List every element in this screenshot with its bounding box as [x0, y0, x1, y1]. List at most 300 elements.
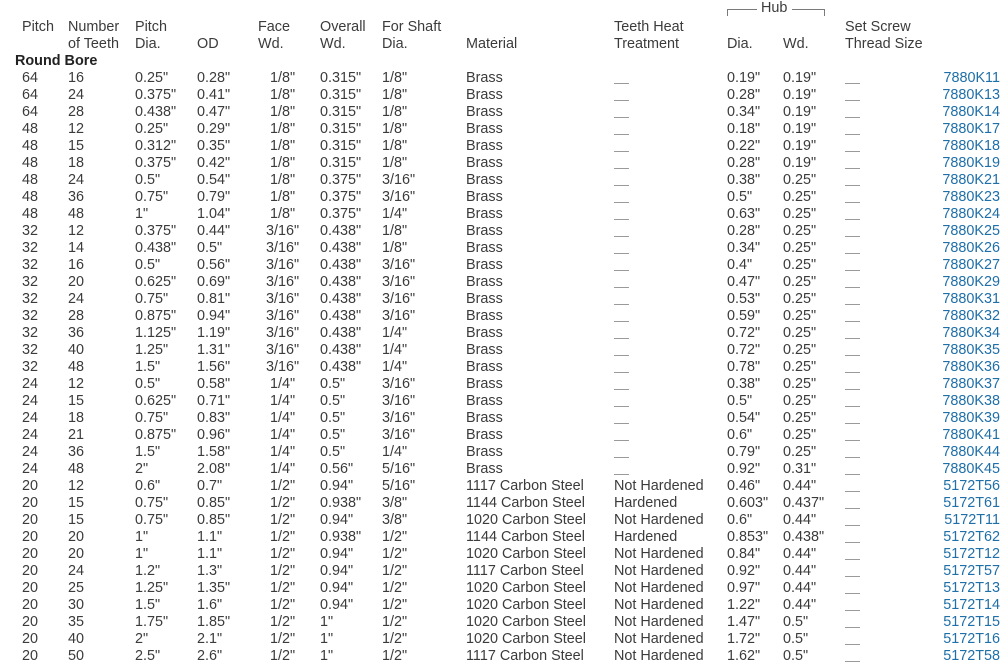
empty-value-dash: [845, 100, 860, 101]
cell-hub-dia: 0.38": [727, 376, 761, 392]
cell-hub-wd: 0.25": [783, 172, 817, 188]
cell-od: 1.3": [197, 563, 223, 579]
cell-teeth: 12: [68, 376, 85, 392]
col-header-overall-wd: Overall Wd.: [320, 19, 366, 52]
cell-pitch-dia: 1.25": [135, 342, 169, 358]
cell-teeth: 35: [68, 614, 85, 630]
cell-od: 2.6": [197, 648, 223, 664]
cell-shaft-dia: 3/16": [382, 376, 416, 392]
cell-hub-wd: 0.19": [783, 138, 817, 154]
part-number-link[interactable]: 5172T62: [943, 529, 1000, 545]
cell-overall-wd: 0.315": [320, 87, 362, 103]
cell-material: 1144 Carbon Steel: [466, 529, 585, 545]
cell-pitch-dia: 0.625": [135, 274, 177, 290]
cell-od: 1.04": [197, 206, 231, 222]
cell-hub-dia: 1.22": [727, 597, 761, 613]
cell-face-wd: 1/8": [269, 121, 296, 137]
cell-face-wd: 1/4": [269, 444, 296, 460]
cell-material: 1144 Carbon Steel: [466, 495, 585, 511]
cell-face-wd: 1/2": [269, 546, 296, 562]
cell-overall-wd: 0.315": [320, 70, 362, 86]
part-number-link[interactable]: 7880K23: [942, 189, 1000, 205]
part-number-link[interactable]: 7880K25: [942, 223, 1000, 239]
cell-face-wd: 3/16": [265, 359, 300, 375]
table-row: [0, 291, 1006, 308]
cell-material: Brass: [466, 393, 503, 409]
part-number-link[interactable]: 5172T11: [944, 512, 1000, 528]
cell-pitch: 32: [22, 257, 39, 273]
col-header-pitch: Pitch: [22, 19, 54, 35]
cell-overall-wd: 0.375": [320, 189, 362, 205]
cell-pitch: 64: [22, 87, 39, 103]
cell-hub-wd: 0.25": [783, 206, 817, 222]
cell-od: 0.5": [197, 240, 223, 256]
cell-heat-treatment: Hardened: [614, 529, 678, 545]
cell-overall-wd: 1": [320, 648, 334, 664]
cell-hub-dia: 1.72": [727, 631, 761, 647]
hub-bracket-right-tick: [824, 9, 825, 16]
cell-face-wd: 1/2": [269, 495, 296, 511]
cell-hub-dia: 0.79": [727, 444, 761, 460]
cell-overall-wd: 0.375": [320, 172, 362, 188]
cell-hub-dia: 0.5": [727, 189, 753, 205]
cell-shaft-dia: 1/8": [382, 121, 408, 137]
cell-heat-treatment: Not Hardened: [614, 546, 704, 562]
table-row: [0, 597, 1006, 614]
table-row: [0, 461, 1006, 478]
cell-shaft-dia: 1/8": [382, 240, 408, 256]
cell-overall-wd: 0.315": [320, 155, 362, 171]
part-number-link[interactable]: 7880K44: [942, 444, 1000, 460]
col-header-pitch-dia: Pitch Dia.: [135, 19, 167, 52]
part-number-link[interactable]: 7880K19: [942, 155, 1000, 171]
cell-pitch-dia: 0.5": [135, 257, 161, 273]
col-header-shaft-dia: For Shaft Dia.: [382, 19, 442, 52]
col-header-heat-treatment: Teeth Heat Treatment: [614, 19, 684, 52]
cell-pitch: 20: [22, 546, 39, 562]
part-number-link[interactable]: 5172T16: [943, 631, 1000, 647]
cell-teeth: 20: [68, 529, 85, 545]
cell-material: Brass: [466, 461, 503, 477]
cell-hub-dia: 1.62": [727, 648, 761, 664]
cell-od: 0.56": [197, 257, 231, 273]
col-header-hub-dia: Dia.: [727, 36, 753, 52]
cell-heat-treatment: Not Hardened: [614, 563, 704, 579]
cell-shaft-dia: 1/4": [382, 342, 408, 358]
empty-value-dash: [614, 355, 629, 356]
cell-pitch-dia: 1.5": [135, 444, 161, 460]
part-number-link[interactable]: 5172T15: [943, 614, 1000, 630]
cell-od: 0.71": [197, 393, 231, 409]
table-row: [0, 274, 1006, 291]
cell-material: Brass: [466, 291, 503, 307]
cell-hub-dia: 1.47": [727, 614, 761, 630]
cell-face-wd: 3/16": [265, 223, 300, 239]
empty-value-dash: [614, 253, 629, 254]
part-number-link[interactable]: 7880K45: [942, 461, 1000, 477]
cell-teeth: 15: [68, 495, 85, 511]
cell-shaft-dia: 1/2": [382, 580, 408, 596]
cell-shaft-dia: 3/16": [382, 274, 416, 290]
cell-teeth: 40: [68, 631, 85, 647]
cell-overall-wd: 0.375": [320, 206, 362, 222]
cell-overall-wd: 0.5": [320, 444, 346, 460]
cell-overall-wd: 0.438": [320, 359, 362, 375]
empty-value-dash: [845, 83, 860, 84]
cell-hub-dia: 0.22": [727, 138, 761, 154]
part-number-link[interactable]: 7880K26: [942, 240, 1000, 256]
cell-od: 1.1": [197, 546, 223, 562]
part-number-link[interactable]: 7880K24: [942, 206, 1000, 222]
cell-od: 0.35": [197, 138, 231, 154]
empty-value-dash: [845, 423, 860, 424]
cell-pitch: 48: [22, 121, 39, 137]
cell-hub-dia: 0.34": [727, 104, 761, 120]
cell-heat-treatment: Not Hardened: [614, 512, 704, 528]
empty-value-dash: [845, 219, 860, 220]
cell-shaft-dia: 3/8": [382, 495, 408, 511]
cell-material: Brass: [466, 70, 503, 86]
cell-teeth: 15: [68, 512, 85, 528]
cell-shaft-dia: 1/8": [382, 70, 408, 86]
cell-face-wd: 1/2": [269, 529, 296, 545]
cell-overall-wd: 1": [320, 631, 334, 647]
cell-overall-wd: 0.438": [320, 274, 362, 290]
cell-material: Brass: [466, 189, 503, 205]
empty-value-dash: [614, 100, 629, 101]
cell-od: 1.85": [197, 614, 231, 630]
cell-material: 1117 Carbon Steel: [466, 478, 584, 494]
table-row: [0, 121, 1006, 138]
cell-teeth: 36: [68, 444, 85, 460]
table-row: [0, 478, 1006, 495]
cell-material: 1117 Carbon Steel: [466, 563, 584, 579]
cell-overall-wd: 0.938": [320, 529, 362, 545]
cell-pitch-dia: 2.5": [135, 648, 161, 664]
part-number-link[interactable]: 7880K36: [942, 359, 1000, 375]
cell-hub-wd: 0.25": [783, 189, 817, 205]
cell-shaft-dia: 1/8": [382, 223, 408, 239]
cell-pitch-dia: 1.5": [135, 597, 161, 613]
empty-value-dash: [845, 117, 860, 118]
cell-od: 0.44": [197, 223, 231, 239]
cell-face-wd: 1/8": [269, 70, 296, 86]
part-number-link[interactable]: 5172T56: [943, 478, 1000, 494]
cell-hub-dia: 0.84": [727, 546, 761, 562]
cell-hub-wd: 0.25": [783, 257, 817, 273]
cell-teeth: 20: [68, 274, 85, 290]
part-number-link[interactable]: 7880K31: [942, 291, 1000, 307]
cell-od: 0.7": [197, 478, 223, 494]
cell-pitch-dia: 0.875": [135, 427, 177, 443]
cell-pitch-dia: 1.5": [135, 359, 161, 375]
cell-shaft-dia: 1/2": [382, 648, 408, 664]
empty-value-dash: [614, 304, 629, 305]
empty-value-dash: [845, 525, 860, 526]
empty-value-dash: [845, 559, 860, 560]
cell-od: 0.96": [197, 427, 231, 443]
cell-shaft-dia: 1/4": [382, 325, 408, 341]
cell-material: Brass: [466, 87, 503, 103]
cell-pitch: 32: [22, 359, 39, 375]
cell-pitch-dia: 0.438": [135, 240, 177, 256]
cell-teeth: 24: [68, 563, 85, 579]
cell-od: 0.79": [197, 189, 231, 205]
cell-face-wd: 1/2": [269, 648, 296, 664]
part-number-link[interactable]: 7880K14: [942, 104, 1000, 120]
cell-teeth: 50: [68, 648, 85, 664]
cell-material: 1117 Carbon Steel: [466, 648, 584, 664]
empty-value-dash: [614, 151, 629, 152]
cell-hub-dia: 0.18": [727, 121, 761, 137]
cell-material: Brass: [466, 240, 503, 256]
cell-face-wd: 1/8": [269, 155, 296, 171]
cell-material: Brass: [466, 342, 503, 358]
cell-hub-wd: 0.25": [783, 223, 817, 239]
cell-od: 1.31": [197, 342, 231, 358]
cell-pitch: 32: [22, 308, 39, 324]
part-number-link[interactable]: 5172T57: [943, 563, 1000, 579]
cell-pitch-dia: 0.75": [135, 189, 169, 205]
cell-teeth: 24: [68, 291, 85, 307]
cell-pitch-dia: 1.2": [135, 563, 161, 579]
cell-overall-wd: 0.438": [320, 257, 362, 273]
cell-teeth: 15: [68, 138, 85, 154]
table-row: [0, 87, 1006, 104]
cell-face-wd: 3/16": [265, 342, 300, 358]
empty-value-dash: [614, 236, 629, 237]
cell-pitch-dia: 0.438": [135, 104, 177, 120]
cell-od: 0.42": [197, 155, 231, 171]
cell-heat-treatment: Not Hardened: [614, 580, 704, 596]
cell-shaft-dia: 5/16": [382, 478, 416, 494]
cell-hub-dia: 0.47": [727, 274, 761, 290]
cell-hub-wd: 0.19": [783, 70, 817, 86]
table-row: [0, 631, 1006, 648]
cell-face-wd: 1/4": [269, 427, 296, 443]
part-number-link[interactable]: 7880K18: [942, 138, 1000, 154]
cell-hub-dia: 0.6": [727, 427, 753, 443]
empty-value-dash: [845, 287, 860, 288]
cell-pitch-dia: 0.375": [135, 87, 177, 103]
cell-face-wd: 1/8": [269, 189, 296, 205]
cell-material: Brass: [466, 104, 503, 120]
empty-value-dash: [614, 134, 629, 135]
part-number-link[interactable]: 7880K34: [942, 325, 1000, 341]
cell-overall-wd: 0.5": [320, 410, 346, 426]
cell-face-wd: 1/2": [269, 597, 296, 613]
cell-pitch: 20: [22, 648, 39, 664]
part-number-link[interactable]: 7880K27: [942, 257, 1000, 273]
empty-value-dash: [845, 355, 860, 356]
cell-face-wd: 3/16": [265, 325, 300, 341]
part-number-link[interactable]: 7880K38: [942, 393, 1000, 409]
cell-pitch-dia: 0.75": [135, 512, 169, 528]
cell-overall-wd: 0.438": [320, 342, 362, 358]
cell-face-wd: 1/8": [269, 138, 296, 154]
cell-pitch: 24: [22, 393, 39, 409]
cell-teeth: 25: [68, 580, 85, 596]
cell-teeth: 30: [68, 597, 85, 613]
cell-pitch-dia: 0.5": [135, 376, 161, 392]
empty-value-dash: [614, 338, 629, 339]
section-title: Round Bore: [15, 53, 98, 69]
cell-heat-treatment: Not Hardened: [614, 614, 704, 630]
cell-teeth: 16: [68, 257, 85, 273]
cell-od: 2.1": [197, 631, 223, 647]
part-number-link[interactable]: 7880K13: [942, 87, 1000, 103]
cell-overall-wd: 0.56": [320, 461, 354, 477]
cell-hub-wd: 0.438": [783, 529, 825, 545]
part-number-link[interactable]: 7880K35: [942, 342, 1000, 358]
part-number-link[interactable]: 7880K11: [943, 70, 1000, 86]
cell-hub-wd: 0.44": [783, 512, 817, 528]
cell-pitch-dia: 0.375": [135, 223, 177, 239]
cell-teeth: 28: [68, 308, 85, 324]
cell-face-wd: 1/2": [269, 631, 296, 647]
empty-value-dash: [845, 270, 860, 271]
cell-pitch-dia: 0.5": [135, 172, 161, 188]
cell-heat-treatment: Not Hardened: [614, 648, 704, 664]
cell-teeth: 12: [68, 478, 85, 494]
cell-hub-dia: 0.92": [727, 461, 761, 477]
col-header-hub-wd: Wd.: [783, 36, 809, 52]
part-number-link[interactable]: 7880K41: [942, 427, 1000, 443]
cell-overall-wd: 0.5": [320, 393, 346, 409]
table-row: [0, 70, 1006, 87]
cell-shaft-dia: 3/16": [382, 393, 416, 409]
cell-hub-wd: 0.25": [783, 308, 817, 324]
part-number-link[interactable]: 5172T13: [943, 580, 1000, 596]
part-number-link[interactable]: 7880K29: [942, 274, 1000, 290]
part-number-link[interactable]: 7880K37: [942, 376, 1000, 392]
cell-material: Brass: [466, 427, 503, 443]
cell-hub-dia: 0.853": [727, 529, 769, 545]
cell-hub-wd: 0.44": [783, 597, 817, 613]
cell-teeth: 12: [68, 223, 85, 239]
cell-material: Brass: [466, 325, 503, 341]
cell-material: Brass: [466, 172, 503, 188]
cell-material: Brass: [466, 121, 503, 137]
cell-material: 1020 Carbon Steel: [466, 546, 587, 562]
cell-face-wd: 3/16": [265, 308, 300, 324]
table-row: [0, 444, 1006, 461]
part-number-link[interactable]: 7880K39: [942, 410, 1000, 426]
cell-hub-dia: 0.92": [727, 563, 761, 579]
cell-hub-wd: 0.44": [783, 546, 817, 562]
cell-shaft-dia: 1/8": [382, 87, 408, 103]
table-row: [0, 410, 1006, 427]
cell-face-wd: 1/8": [269, 104, 296, 120]
empty-value-dash: [614, 389, 629, 390]
cell-pitch: 24: [22, 427, 39, 443]
cell-hub-dia: 0.53": [727, 291, 761, 307]
cell-pitch-dia: 1": [135, 546, 149, 562]
cell-overall-wd: 0.94": [320, 512, 354, 528]
empty-value-dash: [845, 627, 860, 628]
table-row: [0, 495, 1006, 512]
cell-pitch: 48: [22, 155, 39, 171]
cell-pitch-dia: 1.125": [135, 325, 177, 341]
part-number-link[interactable]: 5172T14: [943, 597, 1000, 613]
part-number-link[interactable]: 5172T58: [943, 648, 1000, 664]
table-row: [0, 342, 1006, 359]
cell-material: Brass: [466, 206, 503, 222]
cell-face-wd: 1/4": [269, 376, 296, 392]
part-number-link[interactable]: 5172T12: [943, 546, 1000, 562]
cell-hub-wd: 0.25": [783, 240, 817, 256]
col-header-face-wd: Face Wd.: [258, 19, 290, 52]
cell-shaft-dia: 1/8": [382, 104, 408, 120]
table-row: [0, 529, 1006, 546]
cell-overall-wd: 0.94": [320, 580, 354, 596]
cell-material: Brass: [466, 376, 503, 392]
cell-pitch: 48: [22, 206, 39, 222]
cell-face-wd: 3/16": [265, 274, 300, 290]
part-number-link[interactable]: 5172T61: [943, 495, 1000, 511]
cell-face-wd: 1/4": [269, 461, 296, 477]
empty-value-dash: [614, 185, 629, 186]
empty-value-dash: [845, 542, 860, 543]
part-number-link[interactable]: 7880K21: [942, 172, 1000, 188]
empty-value-dash: [845, 168, 860, 169]
cell-od: 1.56": [197, 359, 231, 375]
col-header-teeth: Number of Teeth: [68, 19, 120, 52]
cell-teeth: 24: [68, 172, 85, 188]
cell-od: 1.35": [197, 580, 231, 596]
cell-face-wd: 3/16": [265, 257, 300, 273]
cell-teeth: 18: [68, 410, 85, 426]
cell-od: 1.1": [197, 529, 223, 545]
cell-shaft-dia: 3/16": [382, 189, 416, 205]
cell-hub-wd: 0.25": [783, 393, 817, 409]
cell-pitch-dia: 2": [135, 461, 149, 477]
cell-face-wd: 1/8": [269, 87, 296, 103]
cell-hub-dia: 0.59": [727, 308, 761, 324]
cell-hub-dia: 0.63": [727, 206, 761, 222]
cell-material: Brass: [466, 359, 503, 375]
cell-shaft-dia: 1/2": [382, 529, 408, 545]
col-header-material: Material: [466, 36, 518, 52]
cell-hub-dia: 0.46": [727, 478, 761, 494]
empty-value-dash: [614, 474, 629, 475]
empty-value-dash: [614, 423, 629, 424]
cell-hub-dia: 0.6": [727, 512, 753, 528]
empty-value-dash: [845, 372, 860, 373]
cell-shaft-dia: 1/2": [382, 614, 408, 630]
col-header-set-screw: Set Screw Thread Size: [845, 19, 923, 52]
cell-shaft-dia: 1/2": [382, 597, 408, 613]
cell-teeth: 12: [68, 121, 85, 137]
empty-value-dash: [845, 474, 860, 475]
cell-pitch-dia: 1.25": [135, 580, 169, 596]
part-number-link[interactable]: 7880K32: [942, 308, 1000, 324]
cell-od: 0.85": [197, 512, 231, 528]
cell-face-wd: 1/2": [269, 580, 296, 596]
part-number-link[interactable]: 7880K17: [942, 121, 1000, 137]
table-row: [0, 648, 1006, 665]
table-row: [0, 308, 1006, 325]
cell-shaft-dia: 3/16": [382, 257, 416, 273]
cell-pitch-dia: 0.75": [135, 410, 169, 426]
cell-shaft-dia: 1/8": [382, 155, 408, 171]
table-row: [0, 563, 1006, 580]
cell-pitch-dia: 1.75": [135, 614, 169, 630]
cell-overall-wd: 0.94": [320, 597, 354, 613]
cell-material: Brass: [466, 308, 503, 324]
cell-overall-wd: 0.438": [320, 223, 362, 239]
cell-shaft-dia: 1/2": [382, 563, 408, 579]
